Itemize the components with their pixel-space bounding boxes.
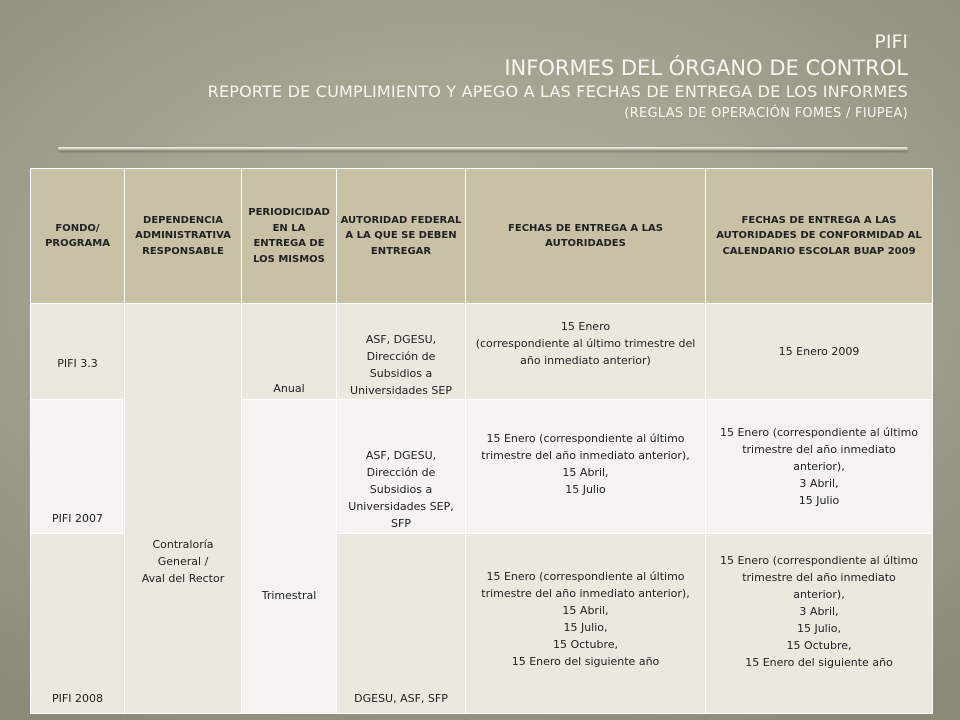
dependencia-line: General / (157, 554, 209, 568)
fecha-buap-line: 15 Enero 2009 (778, 344, 860, 358)
autoridad-line: SFP (391, 516, 411, 530)
autoridad-line: Universidades SEP, (348, 499, 454, 513)
fecha-line: 15 Octubre, (552, 638, 618, 652)
fecha-line: (correspondiente al último trimestre del (475, 337, 696, 351)
autoridad-line: Dirección de (366, 349, 436, 363)
fecha-line: 15 Enero (correspondiente al último (486, 570, 685, 583)
table-row (31, 304, 933, 400)
fechas-buap-cell (706, 304, 933, 400)
fecha-line: trimestre del año inmediato anterior), (481, 449, 690, 463)
reports-table (30, 168, 933, 714)
header-fechas: FECHAS DE ENTREGA A LAS AUTORIDADES (466, 169, 706, 304)
header-fechas-buap: FECHAS DE ENTREGA A LAS AUTORIDADES DE CONFORMIDAD AL CALENDARIO ESCOLAR BUAP 2009 (706, 169, 933, 304)
fecha-buap-line: 15 Julio, (796, 622, 842, 636)
header-periodicidad: PERIODICIDAD EN LA ENTREGA DE LOS MISMOS (242, 169, 337, 304)
fondo-cell: PIFI 2008 (31, 534, 125, 714)
fecha-buap-line: 3 Abril, (799, 477, 839, 491)
fecha-line: trimestre del año inmediato anterior), (481, 587, 690, 601)
fecha-buap-line: 15 Enero (correspondiente al último (719, 554, 919, 567)
fecha-line: año inmediato anterior) (520, 354, 651, 368)
fecha-line: 15 Enero (correspondiente al último (486, 432, 685, 445)
fechas-buap-cell (706, 400, 933, 534)
fecha-buap-line: 3 Abril, (799, 605, 839, 619)
header-divider (58, 147, 908, 151)
slide-subtitle: INFORMES DEL ÓRGANO DE CONTROL (504, 55, 908, 80)
fechas-cell (466, 534, 706, 714)
autoridad-line: Subsidios a (369, 482, 433, 496)
fecha-buap-line: trimestre del año inmediato (742, 443, 896, 457)
autoridad-line: Subsidios a (369, 366, 433, 380)
fecha-line: 15 Julio (565, 483, 606, 497)
slide-title: PIFI (874, 31, 908, 53)
periodicidad-cell: Anual (242, 304, 337, 400)
periodicidad-cell: Trimestral (242, 400, 337, 714)
dependencia-cell (125, 304, 242, 714)
dependencia-line: Contraloría (152, 537, 214, 551)
fecha-buap-line: 15 Enero del siguiente año (745, 656, 893, 670)
rules-note: (REGLAS DE OPERACIÓN FOMES / FIUPEA) (624, 105, 908, 121)
fondo-cell: PIFI 3.3 (31, 304, 125, 400)
fecha-buap-line: 15 Julio (798, 494, 840, 508)
fecha-buap-line: trimestre del año inmediato (742, 571, 896, 585)
fecha-line: 15 Julio, (563, 621, 608, 635)
autoridad-line: DGESU, ASF, SFP (354, 691, 448, 705)
fechas-cell (466, 400, 706, 534)
autoridad-line: Universidades SEP (350, 383, 452, 397)
autoridad-line: ASF, DGESU, (365, 448, 437, 462)
fecha-line: 15 Enero del siguiente año (511, 655, 660, 669)
fechas-buap-cell (706, 534, 933, 714)
slide-header (208, 30, 908, 123)
fecha-line: 15 Abril, (562, 466, 609, 480)
autoridad-cell (337, 400, 466, 534)
fecha-buap-line: 15 Enero (correspondiente al último (719, 426, 919, 439)
autoridad-cell (337, 534, 466, 714)
fondo-cell: PIFI 2007 (31, 400, 125, 534)
dependencia-line: Aval del Rector (141, 572, 225, 586)
report-title: REPORTE DE CUMPLIMIENTO Y APEGO A LAS FECHAS DE ENTREGA DE LOS INFORMES (207, 81, 908, 101)
fecha-buap-line: anterior), (793, 588, 845, 602)
fecha-line: 15 Abril, (562, 604, 609, 618)
fechas-cell (466, 304, 706, 400)
autoridad-cell (337, 304, 466, 400)
header-fondo: FONDO/ PROGRAMA (31, 169, 125, 304)
header-dependencia: DEPENDENCIA ADMINISTRATIVA RESPONSABLE (125, 169, 242, 304)
table-header-row (31, 169, 933, 304)
autoridad-line: ASF, DGESU, (365, 332, 437, 346)
fecha-buap-line: anterior), (793, 460, 845, 474)
fecha-buap-line: 15 Octubre, (786, 639, 852, 653)
fecha-line: 15 Enero (560, 320, 611, 333)
header-autoridad: AUTORIDAD FEDERAL A LA QUE SE DEBEN ENTREGAR (337, 169, 466, 304)
autoridad-line: Dirección de (366, 465, 436, 479)
